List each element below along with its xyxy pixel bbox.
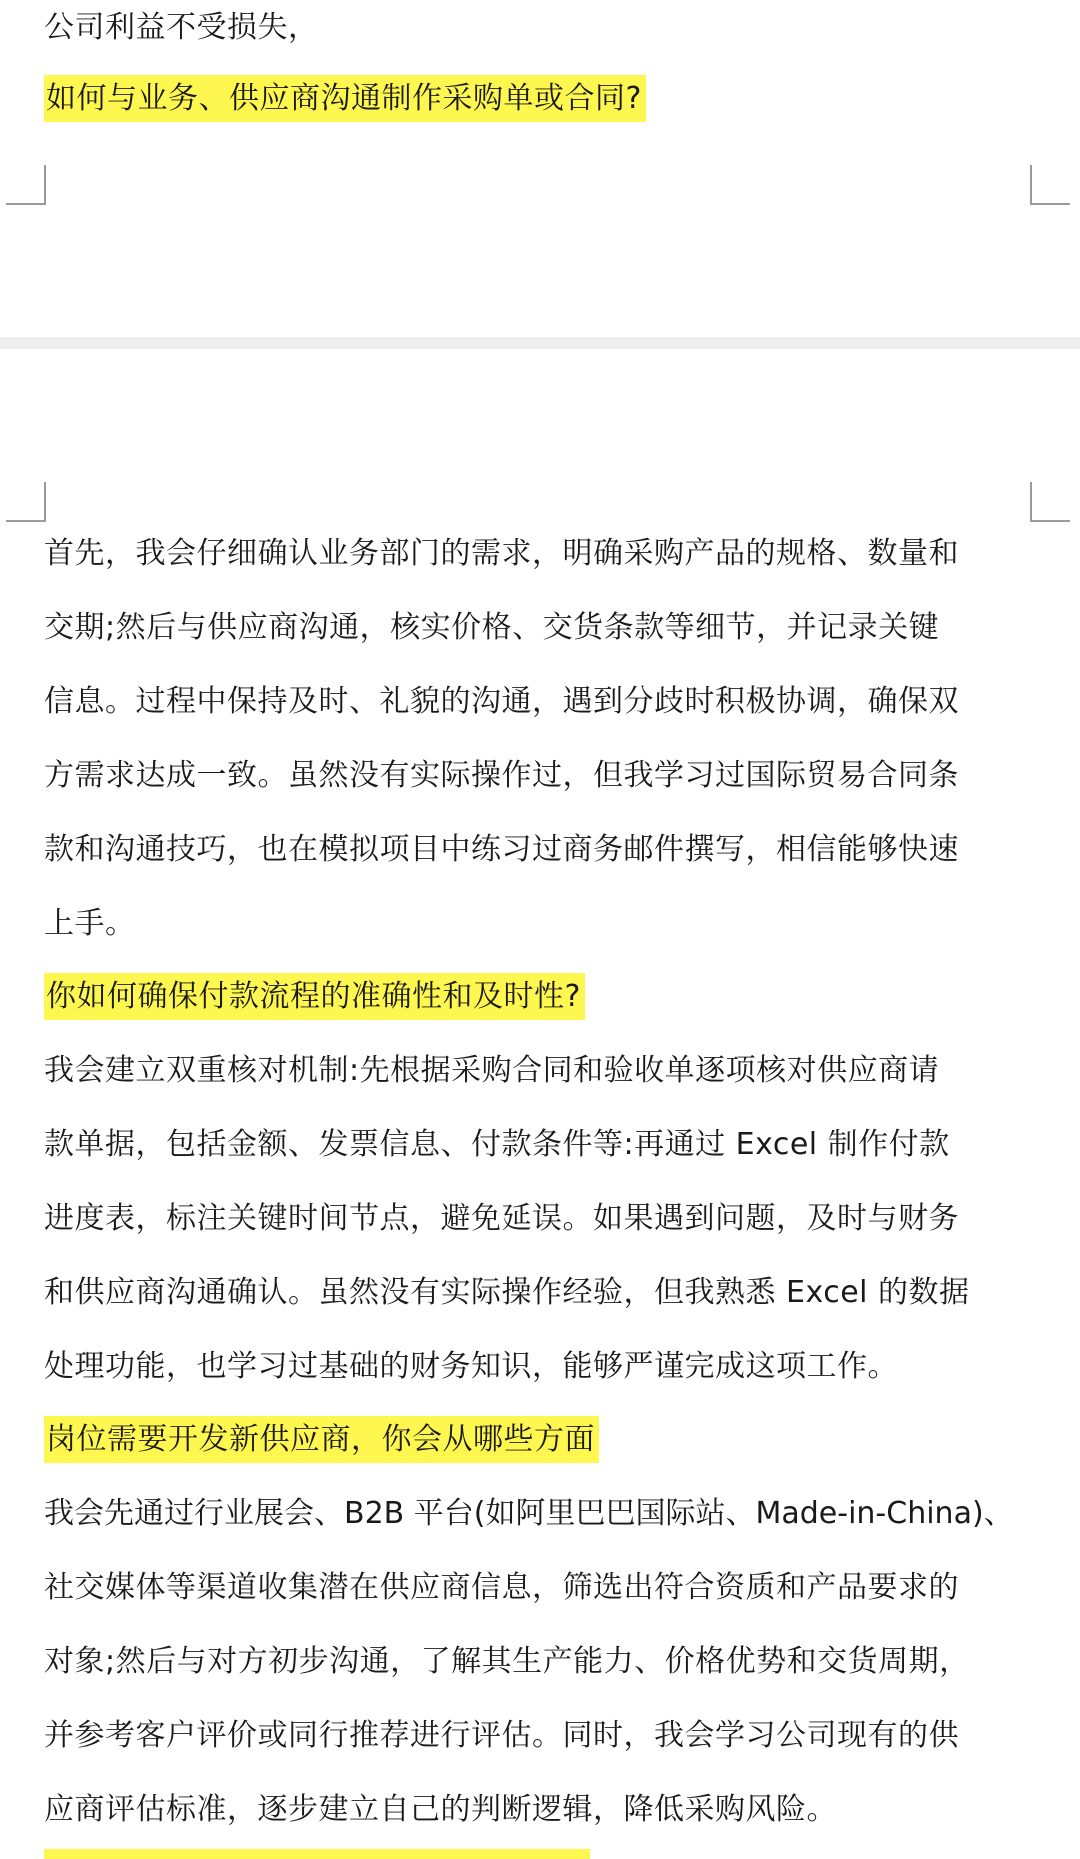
paragraph-line: 上手。 [44, 906, 136, 941]
paragraph-line: 社交媒体等渠道收集潜在供应商信息，筛选出符合资质和产品要求的 [44, 1570, 959, 1605]
paragraph-line: 应商评估标准，逐步建立自己的判断逻辑，降低采购风险。 [44, 1792, 837, 1827]
highlighted-question: 如何与业务、供应商沟通制作采购单或合同? [44, 75, 646, 122]
paragraph-line: 并参考客户评价或同行推荐进行评估。同时，我会学习公司现有的供 [44, 1718, 959, 1753]
paragraph-line: 款单据，包括金额、发票信息、付款条件等:再通过 Excel 制作付款 [44, 1127, 950, 1162]
document-page-bottom [0, 349, 1080, 1859]
question-heading-2 [44, 977, 585, 1017]
crop-mark-bottom-right [1030, 165, 1070, 205]
paragraph-line: 款和沟通技巧，也在模拟项目中练习过商务邮件撰写，相信能够快速 [44, 832, 959, 867]
paragraph-line: 进度表，标注关键时间节点，避免延误。如果遇到问题，及时与财务 [44, 1201, 959, 1236]
paragraph-line: 信息。过程中保持及时、礼貌的沟通，遇到分歧时积极协调，确保双 [44, 684, 959, 719]
question-heading-3 [44, 1420, 599, 1460]
next-highlight-fragment [44, 1849, 590, 1859]
paragraph-line: 交期;然后与供应商沟通，核实价格、交货条款等细节，并记录关键 [44, 610, 940, 645]
document-page-top [0, 0, 1080, 337]
paragraph-line: 方需求达成一致。虽然没有实际操作过，但我学习过国际贸易合同条 [44, 758, 959, 793]
highlighted-question: 岗位需要开发新供应商，你会从哪些方面 [44, 1416, 599, 1463]
highlighted-question: 你如何确保付款流程的准确性和及时性? [44, 973, 585, 1020]
page-separator [0, 337, 1080, 349]
paragraph-line: 和供应商沟通确认。虽然没有实际操作经验，但我熟悉 Excel 的数据 [44, 1275, 970, 1310]
crop-mark-top-left [6, 482, 46, 522]
question-heading-1 [44, 79, 646, 119]
text-line: 公司利益不受损失， [44, 10, 319, 45]
crop-mark-top-right [1030, 482, 1070, 522]
crop-mark-bottom-left [6, 165, 46, 205]
paragraph-line: 处理功能，也学习过基础的财务知识，能够严谨完成这项工作。 [44, 1349, 898, 1384]
paragraph-line: 我会建立双重核对机制:先根据采购合同和验收单逐项核对供应商请 [44, 1053, 940, 1088]
paragraph-line: 首先，我会仔细确认业务部门的需求，明确采购产品的规格、数量和 [44, 536, 959, 571]
paragraph-line: 对象;然后与对方初步沟通，了解其生产能力、价格优势和交货周期， [44, 1644, 970, 1679]
paragraph-line: 我会先通过行业展会、B2B 平台(如阿里巴巴国际站、Made-in-China)、 [44, 1496, 1014, 1531]
